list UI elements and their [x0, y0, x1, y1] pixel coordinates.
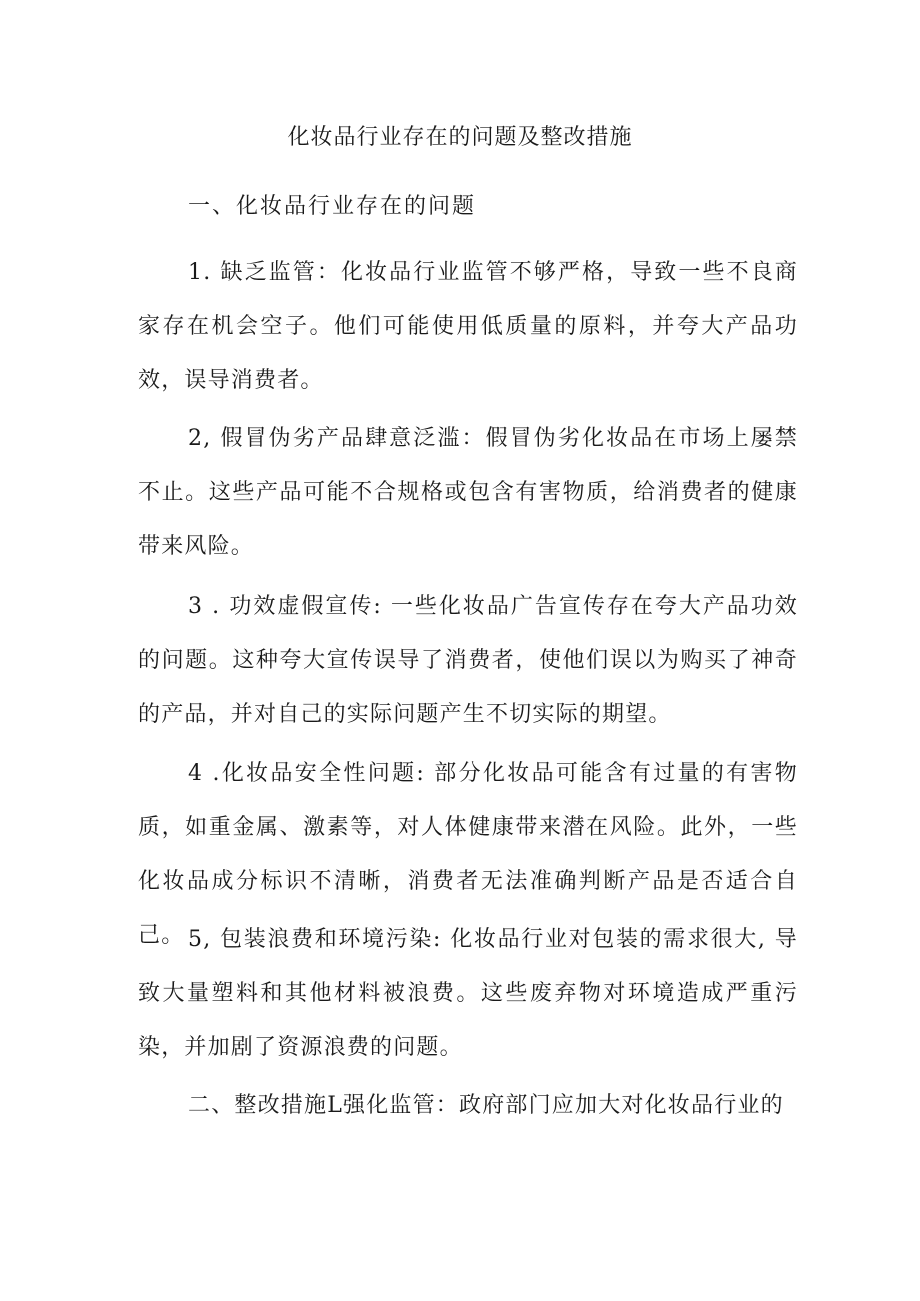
- paragraph-6: 二、整改措施L强化监管：政府部门应加大对化妆品行业的: [188, 1093, 784, 1118]
- paragraph-2: 2, 假冒伪劣产品肆意泛滥：假冒伪劣化妆品在市场上屡禁不止。这些产品可能不合规格或包含有害物质，给消费者的健康带来风险。: [138, 426, 798, 559]
- document-title: 化妆品行业存在的问题及整改措施: [287, 125, 633, 150]
- paragraph-3: 3 . 功效虚假宣传: 一些化妆品广告宣传存在夸大产品功效的问题。这种夸大宣传误导了消费者，使他们误以为购买了神奇的产品，并对自己的实际问题产生不切实际的期望。: [138, 594, 798, 727]
- paragraph-4: 4 .化妆品安全性问题: 部分化妆品可能含有过量的有害物质，如重金属、激素等，对人体健康带来潜在风险。此外，一些化妆品成分标识不清晰，消费者无法准确判断产品是否适合自己。: [138, 761, 798, 948]
- section-heading-problems: 一、化妆品行业存在的问题: [188, 194, 477, 219]
- paragraph-5: 5, 包装浪费和环境污染: 化妆品行业对包装的需求很大, 导致大量塑料和其他材料被浪费。这些废弃物对环境造成严重污染，并加剧了资源浪费的问题。: [138, 927, 798, 1060]
- paragraph-1: 1. 缺乏监管：化妆品行业监管不够严格，导致一些不良商家存在机会空子。他们可能使用低质量的原料，并夸大产品功效，误导消费者。: [138, 260, 798, 393]
